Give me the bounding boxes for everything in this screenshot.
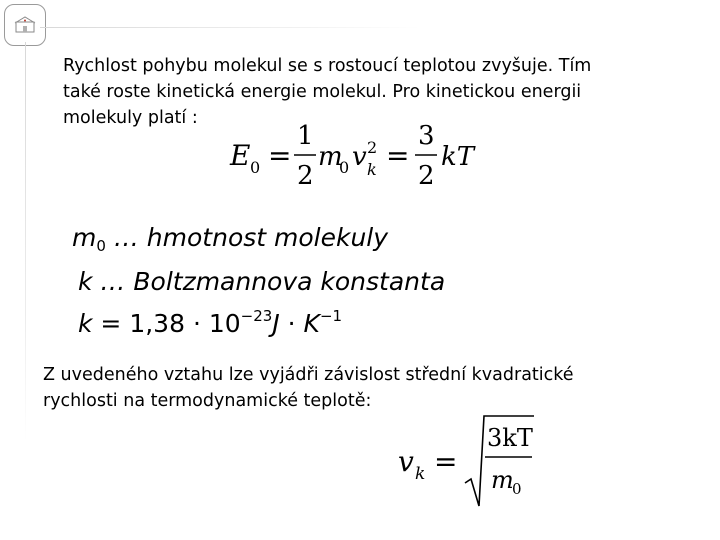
formula1-v-sup: 2 <box>367 138 378 157</box>
definition-k: k … Boltzmannova konstanta <box>78 267 446 296</box>
formula2-lhs: v <box>398 445 414 478</box>
school-building-icon <box>14 16 36 34</box>
definitions-block <box>72 220 445 341</box>
school-logo <box>4 4 46 46</box>
formula1-v-sub: k <box>367 160 377 179</box>
formula1-kt: kT <box>441 142 475 172</box>
derivation-line: Z uvedeného vztahu lze vyjádři závislost střední kvadratické <box>43 365 574 385</box>
formula1-m: m <box>318 142 343 172</box>
decorative-left-line <box>25 42 26 442</box>
decorative-top-line <box>40 27 420 28</box>
formula1-frac2-num: 3 <box>418 121 435 151</box>
derivation-line: rychlosti na termodynamické teplotě: <box>43 391 372 411</box>
intro-line: molekuly platí : <box>63 108 198 128</box>
formula1-frac2-den: 2 <box>418 161 435 191</box>
formula1-lhs-sub: 0 <box>250 158 261 177</box>
formula1-v: v <box>352 142 367 172</box>
formula2-num: 3kT <box>487 424 533 452</box>
intro-line: také roste kinetická energie molekul. Pro kinetickou energii <box>63 82 582 102</box>
formula2-den-sub: 0 <box>512 480 522 498</box>
formula2-den: m <box>491 466 514 494</box>
formula1-frac1-den: 2 <box>297 161 314 191</box>
formula2-eq: = <box>434 445 458 478</box>
definition-k-value: $k = 1,38 \cdot 10^{-23}J \cdot K^{-1}$ <box>78 307 343 338</box>
rms-velocity-formula <box>392 412 552 512</box>
intro-line: Rychlost pohybu molekul se s rostoucí teplotou zvyšuje. Tím <box>63 56 592 76</box>
formula1-eq: = <box>268 139 292 172</box>
kinetic-energy-formula <box>222 118 482 194</box>
derivation-paragraph <box>43 362 693 414</box>
formula2-lhs-sub: k <box>415 464 426 484</box>
formula1-eq2: = <box>386 139 410 172</box>
formula1-m-sub: 0 <box>339 158 350 177</box>
definition-m0: $m_0$ … hmotnost molekuly <box>72 223 389 255</box>
formula1-lhs: E <box>230 139 251 172</box>
formula1-frac1-num: 1 <box>297 121 314 151</box>
